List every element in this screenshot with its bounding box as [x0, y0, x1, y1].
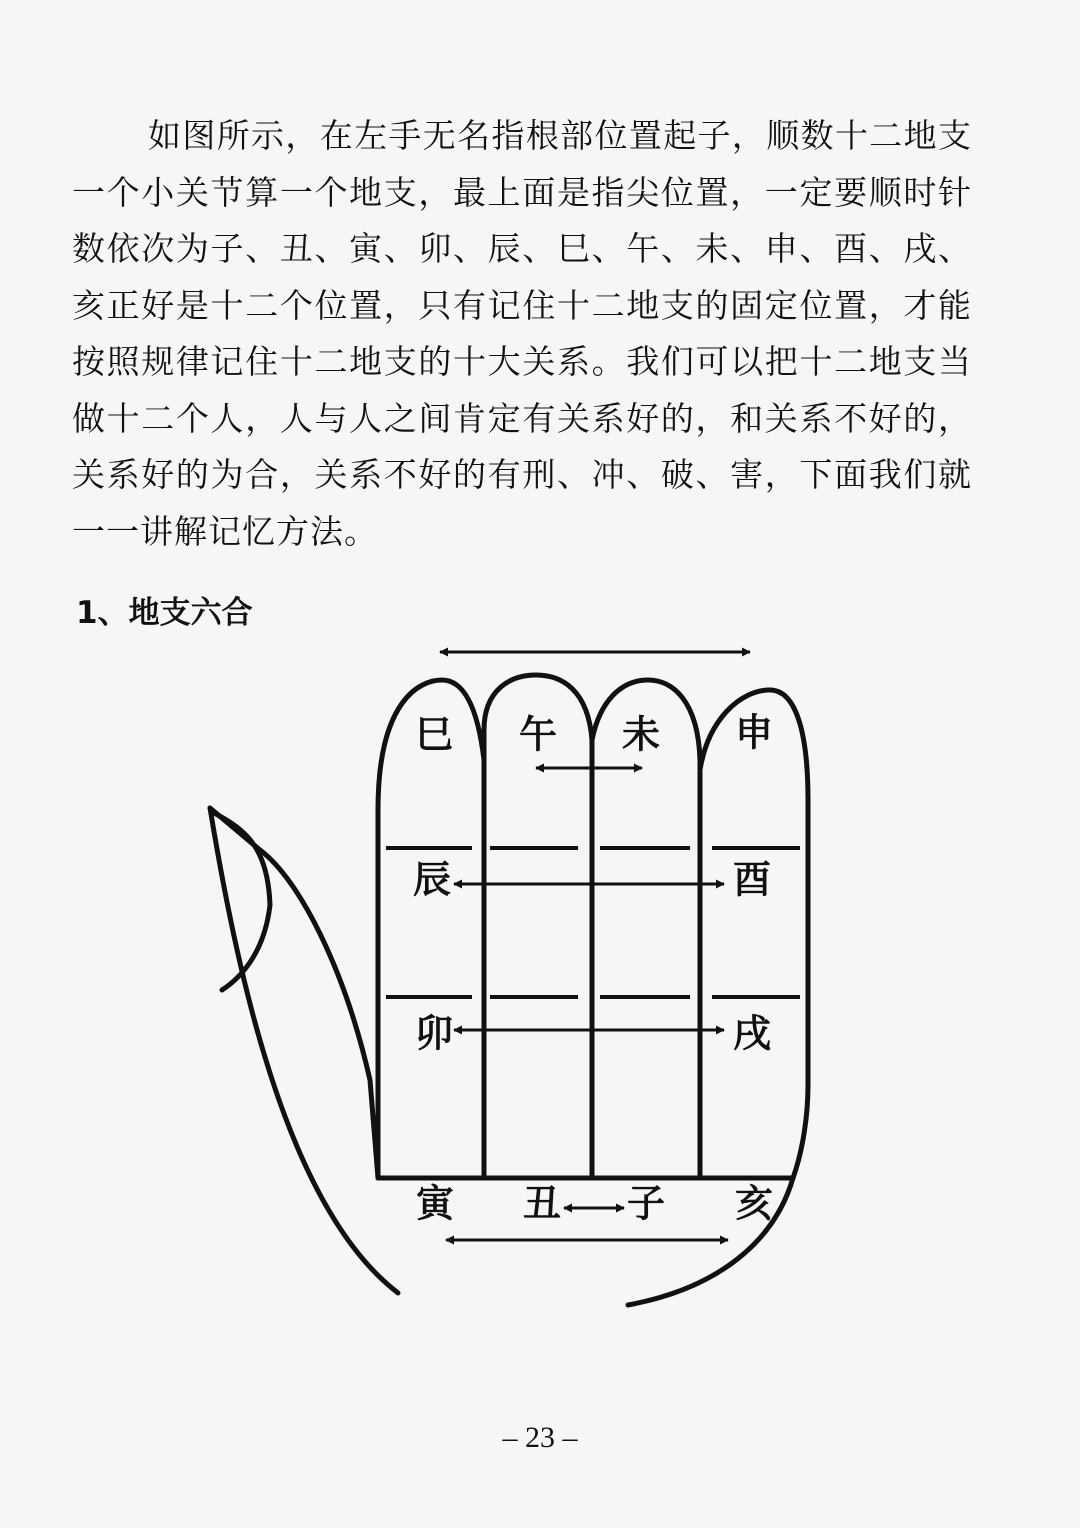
thumb-outline	[210, 808, 378, 1178]
branch-label-wu: 午	[518, 712, 558, 757]
branch-label-hai: 亥	[734, 1181, 774, 1226]
section-title: 1、地支六合	[76, 595, 253, 631]
branch-label-yin: 寅	[415, 1181, 455, 1226]
page-number: – 23 –	[502, 1421, 578, 1454]
little-finger-outline	[700, 690, 808, 1178]
branch-label-you: 酉	[732, 857, 772, 902]
branch-label-wei: 未	[621, 712, 661, 757]
branch-label-shen: 申	[734, 710, 774, 755]
thumb-inner-curve	[210, 808, 398, 1293]
branch-label-si: 巳	[414, 712, 454, 757]
branch-label-mao: 卯	[414, 1011, 454, 1056]
branch-label-chou: 丑	[522, 1181, 562, 1226]
branch-label-zi: 子	[626, 1181, 666, 1226]
branch-label-xu: 戌	[732, 1011, 772, 1056]
intro-paragraph: 如图所示，在左手无名指根部位置起子，顺数十二地支一个小关节算一个地支，最上面是指尖位置，一定要顺时针数依次为子、丑、寅、卯、辰、巳、午、未、申、酉、戌、亥正好是十二个位置，只有记住十二地支的固定位置，才能按照规律记住十二地支的十大关系。我们可以把十二地支当做十二个人，人与人之间肯定有关系好的，和关系不好的，关系好的为合，关系不好的有刑、冲、破、害，下面我们就一一讲解记忆方法。	[72, 116, 972, 551]
branch-label-chen: 辰	[412, 857, 452, 902]
